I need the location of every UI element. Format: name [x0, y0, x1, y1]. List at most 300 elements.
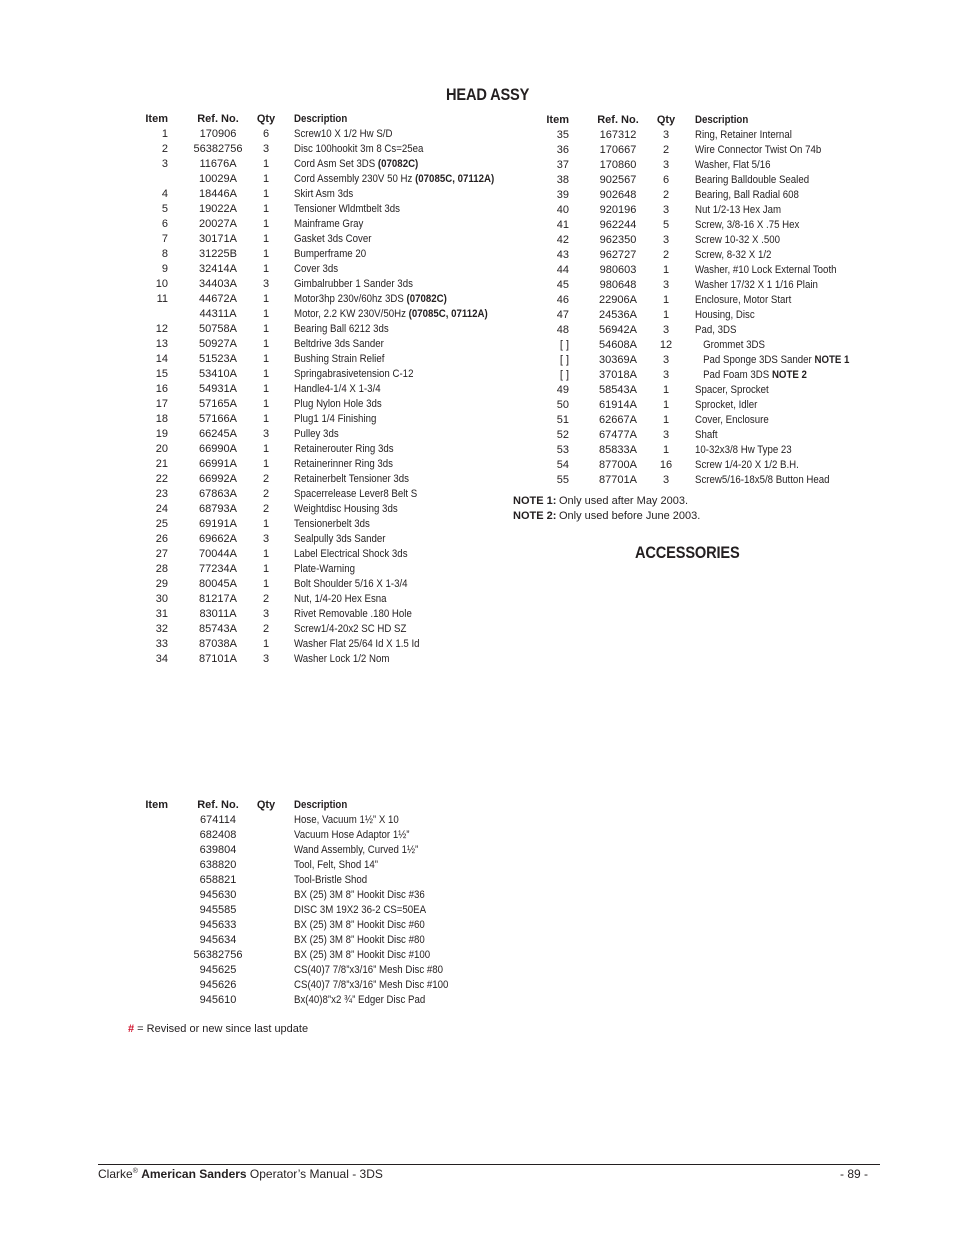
ref-number: 68793A: [199, 503, 237, 515]
accessory-row: [128, 843, 528, 858]
quantity: 1: [262, 353, 270, 365]
quantity: 3: [662, 279, 670, 291]
quantity: 1: [662, 399, 670, 411]
parts-row: [528, 158, 888, 173]
item-number: 20: [155, 443, 168, 455]
description: Washer, #10 Lock External Tooth: [695, 264, 837, 276]
description: Retainerbelt Tensioner 3ds: [294, 473, 409, 485]
description: Screw, 3/8-16 X .75 Hex: [695, 219, 800, 231]
description: Shaft: [695, 429, 718, 441]
ref-number: 56382756: [193, 949, 243, 961]
quantity: 3: [262, 653, 270, 665]
ref-number: 902648: [599, 189, 637, 201]
ref-number: 962727: [599, 249, 637, 261]
item-number: 10: [155, 278, 168, 290]
parts-row: [128, 127, 528, 142]
ref-number: 44311A: [199, 308, 237, 320]
description: Tool, Felt, Shod 14”: [294, 859, 378, 871]
item-number: 31: [155, 608, 168, 620]
quantity: 1: [262, 563, 270, 575]
head-assy-title: HEAD ASSY: [446, 85, 530, 104]
description: Motor, 2.2 KW 230V/50Hz (07085C, 07112A): [294, 308, 488, 320]
ref-number: 81217A: [199, 593, 237, 605]
description: Pad, 3DS: [695, 324, 737, 336]
item-number: 5: [161, 203, 168, 215]
description: Disc 100hookit 3m 8 Cs=25ea: [294, 143, 424, 155]
item-number: 36: [556, 144, 569, 156]
item-number: 28: [155, 563, 168, 575]
quantity: 3: [662, 129, 670, 141]
ref-number: 682408: [199, 829, 237, 841]
ref-number: 170906: [199, 128, 237, 140]
description: Beltdrive 3ds Sander: [294, 338, 384, 350]
quantity: 1: [262, 188, 270, 200]
header-ref-no: Ref. No.: [197, 799, 239, 811]
parts-row: [128, 337, 528, 352]
description: CS(40)7 7/8”x3/16” Mesh Disc #80: [294, 964, 444, 976]
footer-rule: [98, 1164, 880, 1165]
quantity: 2: [262, 593, 270, 605]
item-number: 45: [556, 279, 569, 291]
ref-number: 945633: [199, 919, 237, 931]
ref-number: 57165A: [199, 398, 237, 410]
description: Hose, Vacuum 1½” X 10: [294, 814, 399, 826]
item-number: 6: [161, 218, 168, 230]
ref-number: 37018A: [599, 369, 637, 381]
item-number: 30: [155, 593, 168, 605]
ref-number: 87700A: [599, 459, 637, 471]
note-text: Only used after May 2003.: [559, 495, 689, 507]
parts-row: [528, 383, 888, 398]
quantity: 6: [662, 174, 670, 186]
item-number: 49: [556, 384, 569, 396]
quantity: 1: [262, 308, 270, 320]
item-number: [ ]: [559, 339, 569, 351]
parts-row: [128, 607, 528, 622]
item-number: 38: [556, 174, 569, 186]
ref-number: 20027A: [199, 218, 237, 230]
ref-number: 77234A: [199, 563, 237, 575]
quantity: 1: [262, 233, 270, 245]
ref-number: 945585: [199, 904, 237, 916]
ref-number: 19022A: [199, 203, 237, 215]
ref-number: 67477A: [599, 429, 637, 441]
quantity: 1: [262, 458, 270, 470]
parts-row: [128, 487, 528, 502]
accessory-row: [128, 918, 528, 933]
header-item: Item: [145, 799, 168, 811]
footer-page-number: - 89 -: [839, 1167, 868, 1181]
ref-number: 57166A: [199, 413, 237, 425]
revision-mark: #: [128, 1023, 135, 1035]
quantity: 2: [262, 623, 270, 635]
item-number: 25: [155, 518, 168, 530]
description: Bearing Balldouble Sealed: [695, 174, 810, 186]
item-number: 50: [556, 399, 569, 411]
description: Mainframe Gray: [294, 218, 364, 230]
item-number: 3: [161, 158, 168, 170]
accessories-table: [128, 798, 528, 1008]
item-number: 40: [556, 204, 569, 216]
quantity: 1: [662, 444, 670, 456]
description: Sealpully 3ds Sander: [294, 533, 386, 545]
header-qty: Qty: [256, 799, 276, 811]
description: Spacerrelease Lever8 Belt S: [294, 488, 418, 500]
description: DISC 3M 19X2 36-2 CS=50EA: [294, 904, 427, 916]
parts-row: [128, 247, 528, 262]
accessory-row: [128, 903, 528, 918]
ref-number: 34403A: [199, 278, 237, 290]
parts-row: [128, 652, 528, 667]
header-ref-no: Ref. No.: [597, 114, 639, 126]
description: Tensioner Wldmtbelt 3ds: [294, 203, 400, 215]
accessory-row: [128, 978, 528, 993]
accessory-row: [128, 948, 528, 963]
parts-row: [528, 293, 888, 308]
parts-row: [528, 473, 888, 488]
quantity: 2: [262, 488, 270, 500]
item-number: 48: [556, 324, 569, 336]
ref-number: 61914A: [599, 399, 637, 411]
description: Springabrasivetension C-12: [294, 368, 414, 380]
quantity: 2: [262, 473, 270, 485]
ref-number: 962350: [599, 234, 637, 246]
description: Vacuum Hose Adaptor 1½”: [294, 829, 410, 841]
description: Washer, Flat 5/16: [695, 159, 771, 171]
quantity: 3: [262, 608, 270, 620]
ref-number: 87701A: [599, 474, 637, 486]
quantity: 1: [262, 323, 270, 335]
ref-number: 67863A: [199, 488, 237, 500]
description: BX (25) 3M 8” Hookit Disc #36: [294, 889, 425, 901]
quantity: 3: [662, 354, 670, 366]
ref-number: 18446A: [199, 188, 237, 200]
parts-row: [528, 188, 888, 203]
head-assy-notes: [513, 494, 700, 524]
parts-row: [128, 577, 528, 592]
item-number: [ ]: [559, 354, 569, 366]
item-number: 44: [556, 264, 569, 276]
quantity: 1: [262, 413, 270, 425]
ref-number: 66990A: [199, 443, 237, 455]
ref-number: 66992A: [199, 473, 237, 485]
description-variant-note: (07082C): [377, 158, 419, 170]
description: Bearing, Ball Radial 608: [695, 189, 799, 201]
parts-row: [128, 187, 528, 202]
quantity: 1: [662, 309, 670, 321]
parts-row: [128, 367, 528, 382]
ref-number: 980648: [599, 279, 637, 291]
description: Retainerouter Ring 3ds: [294, 443, 394, 455]
item-number: 33: [155, 638, 168, 650]
item-number: 17: [155, 398, 168, 410]
ref-number: 87101A: [199, 653, 237, 665]
description: 10-32x3/8 Hw Type 23: [695, 444, 792, 456]
table-header-row: [128, 798, 528, 813]
ref-number: 980603: [599, 264, 637, 276]
header-item: Item: [145, 113, 168, 125]
footer-brand: Clarke: [98, 1167, 133, 1181]
head-assy-parts-table-right: [528, 113, 888, 488]
item-number: 1: [161, 128, 168, 140]
ref-number: 10029A: [199, 173, 237, 185]
parts-row: [128, 622, 528, 637]
description: Pad Sponge 3DS Sander NOTE 1: [695, 354, 850, 366]
quantity: 1: [262, 263, 270, 275]
parts-row: [128, 262, 528, 277]
parts-row: [128, 592, 528, 607]
parts-row: [128, 382, 528, 397]
item-number: 53: [556, 444, 569, 456]
accessory-row: [128, 993, 528, 1008]
quantity: 6: [262, 128, 270, 140]
ref-number: 54608A: [599, 339, 637, 351]
quantity: 1: [262, 383, 270, 395]
item-number: 32: [155, 623, 168, 635]
quantity: 2: [262, 503, 270, 515]
quantity: 3: [662, 234, 670, 246]
description: Enclosure, Motor Start: [695, 294, 792, 306]
quantity: 1: [262, 398, 270, 410]
description: Motor3hp 230v/60hz 3DS (07082C): [294, 293, 447, 305]
header-qty: Qty: [256, 113, 276, 125]
item-number: 11: [156, 293, 168, 305]
description: Washer Flat 25/64 Id X 1.5 Id: [294, 638, 420, 650]
quantity: 3: [662, 159, 670, 171]
ref-number: 945630: [199, 889, 237, 901]
description: Grommet 3DS: [695, 339, 765, 351]
note-label: NOTE 1:: [513, 495, 557, 507]
description: Cord Asm Set 3DS (07082C): [294, 158, 419, 170]
ref-number: 170667: [599, 144, 637, 156]
parts-row: [128, 472, 528, 487]
description-variant-note: (07085C, 07112A): [408, 308, 488, 320]
description: Gasket 3ds Cover: [294, 233, 372, 245]
parts-row: [128, 457, 528, 472]
parts-row: [528, 233, 888, 248]
description: Nut, 1/4-20 Hex Esna: [294, 593, 387, 605]
item-number: 18: [155, 413, 168, 425]
item-number: 29: [155, 578, 168, 590]
ref-number: 639804: [199, 844, 237, 856]
description-variant-note: NOTE 2: [771, 369, 807, 381]
description: Sprocket, Idler: [695, 399, 758, 411]
ref-number: 53410A: [199, 368, 237, 380]
item-number: 12: [155, 323, 168, 335]
quantity: 1: [662, 384, 670, 396]
quantity: 5: [662, 219, 670, 231]
description: Rivet Removable .180 Hole: [294, 608, 412, 620]
item-number: 19: [155, 428, 168, 440]
parts-row: [128, 232, 528, 247]
ref-number: 170860: [599, 159, 637, 171]
ref-number: 902567: [599, 174, 637, 186]
quantity: 3: [662, 474, 670, 486]
ref-number: 945634: [199, 934, 237, 946]
description: Nut 1/2-13 Hex Jam: [695, 204, 782, 216]
ref-number: 50927A: [199, 338, 237, 350]
item-number: 9: [161, 263, 168, 275]
accessory-row: [128, 873, 528, 888]
quantity: 3: [662, 429, 670, 441]
header-item: Item: [546, 114, 569, 126]
table-header-row: [528, 113, 888, 128]
footer-company: American Sanders: [141, 1167, 247, 1181]
description-variant-note: (07085C, 07112A): [415, 173, 495, 185]
ref-number: 85743A: [199, 623, 237, 635]
ref-number: 962244: [599, 219, 637, 231]
item-number: [ ]: [559, 369, 569, 381]
ref-number: 87038A: [199, 638, 237, 650]
description: Screw10 X 1/2 Hw S/D: [294, 128, 393, 140]
footer-manual-title: [98, 1167, 383, 1181]
ref-number: 80045A: [199, 578, 237, 590]
accessory-row: [128, 813, 528, 828]
header-description: Description: [294, 799, 348, 811]
parts-row: [128, 547, 528, 562]
header-description: Description: [294, 113, 348, 125]
description-variant-note: (07082C): [406, 293, 447, 305]
quantity: 2: [662, 249, 670, 261]
description: Label Electrical Shock 3ds: [294, 548, 408, 560]
description: Screw, 8-32 X 1/2: [695, 249, 772, 261]
parts-row: [128, 352, 528, 367]
description: Skirt Asm 3ds: [294, 188, 354, 200]
note: [513, 494, 700, 509]
quantity: 12: [659, 339, 673, 351]
parts-row: [528, 143, 888, 158]
ref-number: 62667A: [599, 414, 637, 426]
parts-row: [528, 128, 888, 143]
item-number: 23: [155, 488, 168, 500]
ref-number: 69191A: [199, 518, 237, 530]
description: Plug1 1/4 Finishing: [294, 413, 377, 425]
quantity: 1: [262, 248, 270, 260]
ref-number: 24536A: [599, 309, 637, 321]
quantity: 3: [662, 369, 670, 381]
parts-row: [128, 412, 528, 427]
item-number: 15: [155, 368, 168, 380]
ref-number: 56382756: [193, 143, 243, 155]
item-number: 16: [155, 383, 168, 395]
accessory-row: [128, 828, 528, 843]
quantity: 1: [262, 518, 270, 530]
parts-row: [528, 398, 888, 413]
quantity: 1: [262, 203, 270, 215]
ref-number: 66245A: [199, 428, 237, 440]
description: Wire Connector Twist On 74b: [695, 144, 822, 156]
item-number: 51: [556, 414, 569, 426]
quantity: 1: [662, 414, 670, 426]
quantity: 3: [662, 204, 670, 216]
description: Bx(40)8”x2 ¾” Edger Disc Pad: [294, 994, 426, 1006]
quantity: 1: [262, 578, 270, 590]
parts-row: [128, 397, 528, 412]
description: BX (25) 3M 8” Hookit Disc #100: [294, 949, 431, 961]
parts-row: [128, 427, 528, 442]
parts-row: [528, 323, 888, 338]
footer-manual: Operator’s Manual - 3DS: [246, 1167, 383, 1181]
item-number: 4: [161, 188, 168, 200]
ref-number: 32414A: [199, 263, 237, 275]
quantity: 3: [262, 428, 270, 440]
accessory-row: [128, 888, 528, 903]
quantity: 2: [662, 189, 670, 201]
item-number: 13: [155, 338, 168, 350]
head-assy-parts-table-left: [128, 112, 528, 667]
note-label: NOTE 2:: [513, 510, 557, 522]
parts-row: [528, 263, 888, 278]
parts-row: [528, 428, 888, 443]
quantity: 1: [262, 338, 270, 350]
note-text: Only used before June 2003.: [559, 510, 701, 522]
parts-row: [528, 203, 888, 218]
ref-number: 66991A: [199, 458, 237, 470]
ref-number: 69662A: [199, 533, 237, 545]
accessory-row: [128, 933, 528, 948]
description-variant-note: NOTE 1: [814, 354, 850, 366]
description: Weightdisc Housing 3ds: [294, 503, 398, 515]
quantity: 1: [262, 218, 270, 230]
item-number: 14: [155, 353, 168, 365]
description: Tool-Bristle Shod: [294, 874, 368, 886]
description: Spacer, Sprocket: [695, 384, 769, 396]
parts-row: [128, 637, 528, 652]
parts-row: [528, 368, 888, 383]
description: Plug Nylon Hole 3ds: [294, 398, 382, 410]
description: Screw 1/4-20 X 1/2 B.H.: [695, 459, 799, 471]
item-number: 22: [155, 473, 168, 485]
item-number: 26: [155, 533, 168, 545]
item-number: 2: [161, 143, 168, 155]
quantity: 1: [262, 368, 270, 380]
quantity: 3: [262, 278, 270, 290]
ref-number: 11676A: [199, 158, 237, 170]
parts-row: [128, 292, 528, 307]
footer-registered-mark: ®: [132, 1168, 138, 1175]
item-number: 39: [556, 189, 569, 201]
quantity: 16: [659, 459, 673, 471]
item-number: 7: [161, 233, 168, 245]
quantity: 3: [262, 143, 270, 155]
quantity: 3: [662, 324, 670, 336]
quantity: 2: [662, 144, 670, 156]
ref-number: 920196: [599, 204, 637, 216]
quantity: 1: [262, 443, 270, 455]
description: BX (25) 3M 8” Hookit Disc #60: [294, 919, 425, 931]
ref-number: 51523A: [199, 353, 237, 365]
description: Bumperframe 20: [294, 248, 367, 260]
parts-row: [528, 353, 888, 368]
ref-number: 56942A: [599, 324, 637, 336]
description: Screw 10-32 X .500: [695, 234, 781, 246]
parts-row: [528, 218, 888, 233]
parts-row: [128, 157, 528, 172]
ref-number: 945610: [199, 994, 237, 1006]
item-number: 43: [556, 249, 569, 261]
parts-row: [528, 278, 888, 293]
ref-number: 54931A: [199, 383, 237, 395]
ref-number: 945626: [199, 979, 237, 991]
description: Pad Foam 3DS NOTE 2: [695, 369, 807, 381]
ref-number: 945625: [199, 964, 237, 976]
description: Screw1/4-20x2 SC HD SZ: [294, 623, 407, 635]
parts-row: [128, 307, 528, 322]
parts-row: [528, 413, 888, 428]
ref-number: 31225B: [199, 248, 237, 260]
parts-row: [128, 517, 528, 532]
ref-number: 167312: [599, 129, 637, 141]
